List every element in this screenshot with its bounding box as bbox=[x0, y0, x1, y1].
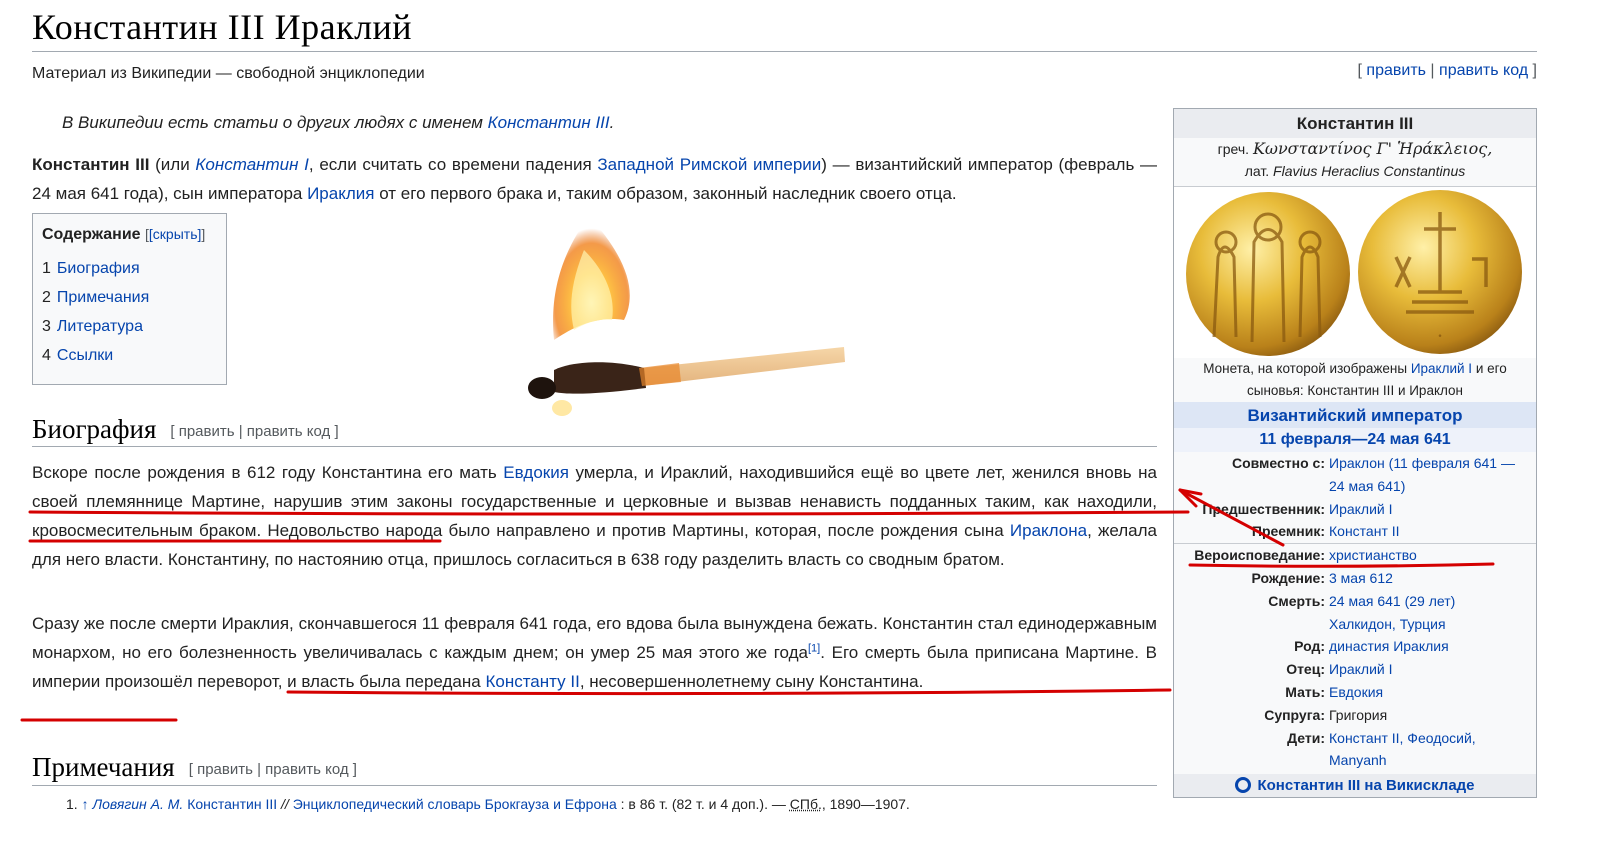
infobox-row bbox=[1174, 704, 1536, 727]
toc-item[interactable] bbox=[42, 341, 217, 370]
infobox-row bbox=[1174, 567, 1536, 590]
ref-sep: // bbox=[277, 796, 293, 812]
infobox-row bbox=[1174, 681, 1536, 704]
infobox-row bbox=[1174, 635, 1536, 658]
coin-conob-mark: . bbox=[1438, 324, 1442, 341]
toc-item[interactable] bbox=[42, 254, 217, 283]
tagline: Материал из Википедии — свободной энциклопедии bbox=[32, 65, 425, 82]
toc-item-label[interactable]: Литература bbox=[56, 318, 143, 335]
infobox-row bbox=[1174, 727, 1536, 773]
greek-name: Κωνσταντίνος Γ' Ἡράκλειος, bbox=[1252, 139, 1493, 158]
hatnote bbox=[62, 113, 614, 133]
heading-biography bbox=[32, 414, 339, 445]
row-label: Мать: bbox=[1285, 683, 1325, 700]
reference-item bbox=[66, 796, 910, 812]
row-value-link[interactable]: Евдокия bbox=[1329, 683, 1384, 700]
row-value-link[interactable]: 3 мая 612 bbox=[1329, 569, 1393, 586]
infobox-row bbox=[1174, 544, 1536, 567]
coin-image[interactable] bbox=[1174, 186, 1536, 358]
infobox-row bbox=[1174, 590, 1536, 613]
link-constans[interactable]: Константу II bbox=[485, 672, 580, 691]
lead-paragraph bbox=[32, 150, 1157, 208]
ref-number: 1. bbox=[66, 796, 78, 812]
toc-item-number: 4 bbox=[42, 347, 51, 364]
hatnote-text: В Википедии есть статьи о других людях с именем bbox=[62, 113, 488, 132]
paragraph-text: Вскоре после рождения в 612 году Константина его мать bbox=[32, 463, 504, 482]
ref-author-link[interactable]: Ловягин А. М. bbox=[92, 796, 184, 812]
lead-subject: Константин III bbox=[32, 155, 150, 174]
toc-item-label[interactable]: Биография bbox=[56, 260, 140, 277]
infobox-row bbox=[1174, 658, 1536, 681]
ref-city-abbr: СПб. bbox=[789, 796, 822, 812]
section-edit-links[interactable]: [ править | править код ] bbox=[170, 423, 339, 441]
heading-notes bbox=[32, 752, 357, 783]
row-label: Дети: bbox=[1287, 729, 1325, 746]
paragraph-text: , желала для него власти. Константину, по настоянию отца, пришлось согласиться в 638 году разделить власть со сводным братом. bbox=[32, 521, 1157, 569]
lead-link-alt-name[interactable]: Константин I bbox=[195, 155, 309, 174]
lead-text: (или bbox=[149, 155, 196, 174]
row-value-link[interactable]: 24 мая 641 (29 лет) bbox=[1329, 592, 1456, 609]
section-divider bbox=[32, 785, 1157, 786]
link-heraklonas[interactable]: Ираклона bbox=[1009, 521, 1088, 540]
lead-link-heraclius[interactable]: Ираклия bbox=[307, 184, 375, 203]
edit-source-link[interactable]: править код bbox=[1439, 62, 1529, 79]
row-label: Отец: bbox=[1286, 661, 1325, 678]
toc-item-label[interactable]: Ссылки bbox=[56, 347, 114, 364]
greek-prefix: греч. bbox=[1217, 141, 1253, 157]
heading-biography-text: Биография bbox=[32, 414, 157, 444]
hatnote-link[interactable]: Константин III bbox=[487, 113, 610, 132]
lead-text: от его первого брака и, таким образом, законный наследник своего отца. bbox=[374, 184, 957, 203]
coin-caption bbox=[1174, 358, 1536, 402]
infobox-row bbox=[1174, 520, 1536, 543]
ref-source-link[interactable]: Энциклопедический словарь Брокгауза и Ефрона bbox=[292, 796, 617, 812]
footnote-ref[interactable]: [1] bbox=[808, 642, 821, 655]
row-label: Рождение: bbox=[1251, 569, 1325, 586]
page-edit-links bbox=[1358, 62, 1537, 80]
infobox-latin-name bbox=[1174, 160, 1536, 182]
row-value-link[interactable]: Ираклон (11 февраля 641 — 24 мая 641) bbox=[1329, 455, 1515, 494]
lead-link-western-empire[interactable]: Западной Римской империи bbox=[597, 155, 822, 174]
paragraph-text: Сразу же после смерти Ираклия, скончавшегося 11 февраля 641 года, его вдова была вынуждена бежать. Константин стал единодержавным монархом, но его болезненность увеличивалась с каждым днем; он умер 25 мая этого же года bbox=[32, 614, 1157, 662]
commons-link-label[interactable]: Константин III на Викискладе bbox=[1257, 777, 1475, 794]
infobox-title: Константин III bbox=[1174, 109, 1536, 138]
row-value: Григория bbox=[1329, 706, 1388, 723]
lead-text: , если считать со времени падения bbox=[308, 155, 598, 174]
toc-title-text: Содержание bbox=[42, 226, 141, 243]
link-eudokia[interactable]: Евдокия bbox=[503, 463, 569, 482]
table-of-contents bbox=[32, 213, 227, 385]
toc-item-number: 1 bbox=[42, 260, 51, 277]
infobox bbox=[1173, 108, 1537, 798]
toc-list bbox=[42, 254, 217, 370]
toc-title: Содержание [[скрыть]] bbox=[42, 226, 206, 243]
section-divider bbox=[32, 446, 1157, 447]
edit-separator: | bbox=[1425, 62, 1440, 79]
infobox-row bbox=[1174, 498, 1536, 521]
row-label bbox=[1174, 613, 1327, 636]
paragraph-text: умерла, и Ираклий, находившийся ещё во цвете лет, женился bbox=[568, 463, 1086, 482]
infobox-role[interactable]: Византийский император bbox=[1174, 402, 1536, 428]
row-label: Смерть: bbox=[1268, 592, 1325, 609]
edit-link[interactable]: править bbox=[1366, 62, 1426, 79]
paragraph-text: . Его смерть была приписана Мартине. bbox=[820, 643, 1146, 662]
infobox-table bbox=[1174, 452, 1536, 772]
ref-years: , 1890—1907. bbox=[821, 796, 910, 812]
latin-prefix: лат. bbox=[1244, 163, 1274, 179]
toc-item-label[interactable]: Примечания bbox=[56, 289, 150, 306]
caption-text: Монета, на которой изображены bbox=[1203, 361, 1411, 376]
toc-item[interactable] bbox=[42, 312, 217, 341]
row-value-link[interactable]: Ираклий I bbox=[1329, 661, 1393, 678]
row-label: Совместно с: bbox=[1231, 455, 1325, 471]
hatnote-end: . bbox=[609, 113, 615, 132]
ref-text: : в 86 т. (82 т. и 4 доп.). — bbox=[616, 796, 790, 812]
commons-link[interactable] bbox=[1174, 774, 1536, 797]
row-value-link[interactable]: династия Ираклия bbox=[1329, 638, 1449, 655]
toc-item[interactable] bbox=[42, 283, 217, 312]
row-value-link[interactable]: Констант II, Феодосий, Manyanh bbox=[1329, 729, 1476, 769]
row-label: Предшественник: bbox=[1202, 500, 1325, 517]
commons-icon bbox=[1235, 777, 1251, 793]
bracket-close: ] bbox=[1528, 62, 1537, 79]
latin-name: Flavius Heraclius Constantinus bbox=[1273, 163, 1466, 179]
toc-toggle[interactable]: [скрыть] bbox=[148, 226, 202, 242]
bracket-open: [ bbox=[1357, 62, 1367, 79]
biography-paragraph-1 bbox=[32, 458, 1157, 574]
title-divider bbox=[32, 51, 1537, 52]
coin-image-svg bbox=[1174, 187, 1536, 359]
row-value-link[interactable]: Констант II bbox=[1329, 523, 1400, 540]
row-value-link[interactable]: христианство bbox=[1329, 547, 1417, 564]
section-edit-links[interactable]: [ править | править код ] bbox=[188, 761, 357, 779]
coin-obverse bbox=[1186, 192, 1350, 356]
toc-item-number: 2 bbox=[42, 289, 51, 306]
infobox-reign-dates: 11 февраля—24 мая 641 bbox=[1174, 428, 1536, 452]
biography-paragraph-2 bbox=[32, 609, 1157, 696]
paragraph-text: Недовольство народа было направлено и против Мартины, которая, после рождения сына bbox=[261, 521, 1010, 540]
row-label: Род: bbox=[1294, 638, 1325, 655]
row-value-link[interactable]: Халкидон, Турция bbox=[1329, 615, 1446, 632]
article bbox=[32, 0, 1572, 858]
page-title: Константин III Ираклий bbox=[32, 7, 413, 47]
paragraph-text: В империи произошёл переворот, и власть была передана bbox=[32, 643, 1157, 691]
infobox-row bbox=[1174, 613, 1536, 636]
toc-item-number: 3 bbox=[42, 318, 51, 335]
paragraph-text: вновь на своей племяннице Мартине, нарушив этим законы государственные и церковные и вызвав ненависть подданных таким, как находили, кровосмесительным браком. bbox=[32, 463, 1158, 540]
ref-backlink[interactable]: ↑ bbox=[81, 796, 89, 812]
row-label: Преемник: bbox=[1251, 523, 1325, 540]
burning-match-image bbox=[494, 210, 854, 420]
infobox-greek-name bbox=[1174, 138, 1536, 160]
caption-text: и его сыновья: Константин III и Ираклон bbox=[1247, 361, 1507, 398]
infobox-row bbox=[1174, 452, 1536, 498]
ref-title-link[interactable]: Константин III bbox=[187, 796, 278, 812]
row-value-link[interactable]: Ираклий I bbox=[1329, 500, 1393, 517]
heading-notes-text: Примечания bbox=[32, 752, 175, 782]
lead-text: ) — византийский император (февраль — 24 мая 641 года), сын императора bbox=[32, 155, 1157, 203]
paragraph-text: , несовершеннолетнему сыну Константина. bbox=[579, 672, 924, 691]
row-label: Супруга: bbox=[1264, 706, 1325, 723]
row-label: Вероисповедание: bbox=[1174, 544, 1327, 567]
caption-link-heraclius[interactable]: Ираклий I bbox=[1410, 361, 1473, 376]
